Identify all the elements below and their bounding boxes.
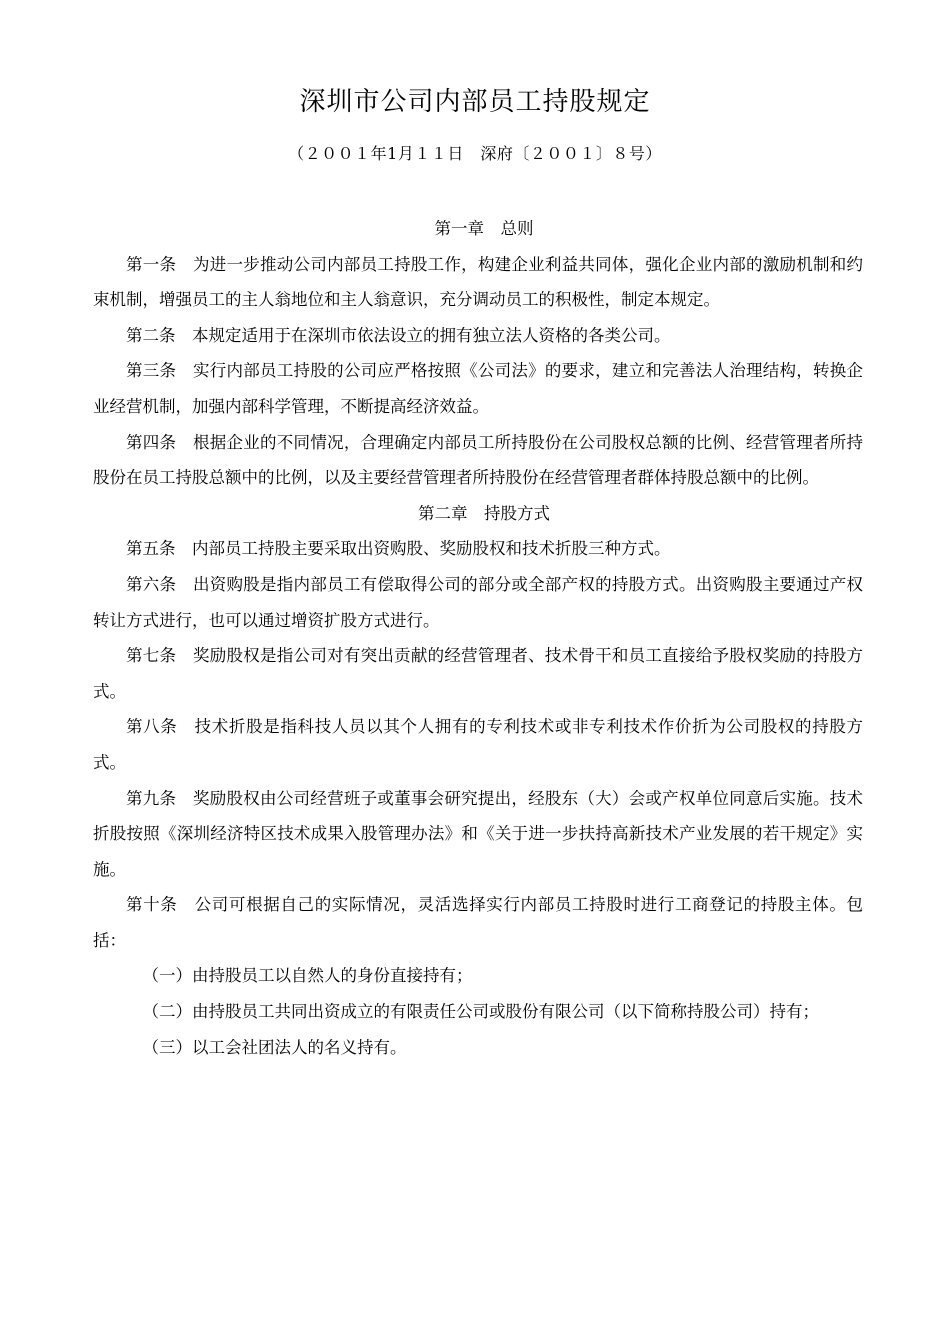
article-paragraph: 第二条 本规定适用于在深圳市依法设立的拥有独立法人资格的各类公司。 xyxy=(126,325,671,345)
article-paragraph: 第八条 技术折股是指科技人员以其个人拥有的专利技术或非专利技术作价折为公司股权的持股方式。 xyxy=(93,717,863,772)
article-paragraph: 第十条 公司可根据自己的实际情况，灵活选择实行内部员工持股时进行工商登记的持股主体。包括： xyxy=(93,895,863,950)
document-title: 深圳市公司内部员工持股规定 xyxy=(299,87,651,117)
document-issue-info: （２００１年1月１１日 深府〔２００１〕８号） xyxy=(288,144,662,163)
list-item: （一）由持股员工以自然人的身份直接持有； xyxy=(142,966,473,986)
article-paragraph: 第九条 奖励股权由公司经营班子或董事会研究提出，经股东（大）会或产权单位同意后实施。技术折股按照《深圳经济特区技术成果入股管理办法》和《关于进一步扶持高新技术产业发展的若干规定》实施。 xyxy=(93,788,863,879)
article-paragraph: 第四条 根据企业的不同情况，合理确定内部员工所持股份在公司股权总额的比例、经营管理者所持股份在员工持股总额中的比例，以及主要经营管理者所持股份在经营管理者群体持股总额中的比例。 xyxy=(93,432,863,488)
chapter-heading: 第二章 持股方式 xyxy=(418,503,550,523)
article-paragraph: 第五条 内部员工持股主要采取出资购股、奖励股权和技术折股三种方式。 xyxy=(126,539,671,559)
article-paragraph: 第七条 奖励股权是指公司对有突出贡献的经营管理者、技术骨干和员工直接给予股权奖励的持股方式。 xyxy=(93,646,863,701)
article-paragraph: 第六条 出资购股是指内部员工有偿取得公司的部分或全部产权的持股方式。出资购股主要通过产权转让方式进行，也可以通过增资扩股方式进行。 xyxy=(93,574,863,630)
list-item: （三）以工会社团法人的名义持有。 xyxy=(142,1037,407,1057)
chapter-heading: 第一章 总则 xyxy=(434,219,534,238)
document-body xyxy=(93,211,863,1065)
article-paragraph: 第三条 实行内部员工持股的公司应严格按照《公司法》的要求，建立和完善法人治理结构，转换企业经营机制，加强内部科学管理，不断提高经济效益。 xyxy=(93,361,863,416)
list-item: （二）由持股员工共同出资成立的有限责任公司或股份有限公司（以下简称持股公司）持有； xyxy=(142,1002,819,1022)
article-paragraph: 第一条 为进一步推动公司内部员工持股工作，构建企业利益共同体，强化企业内部的激励机制和约束机制，增强员工的主人翁地位和主人翁意识，充分调动员工的积极性，制定本规定。 xyxy=(93,254,863,310)
